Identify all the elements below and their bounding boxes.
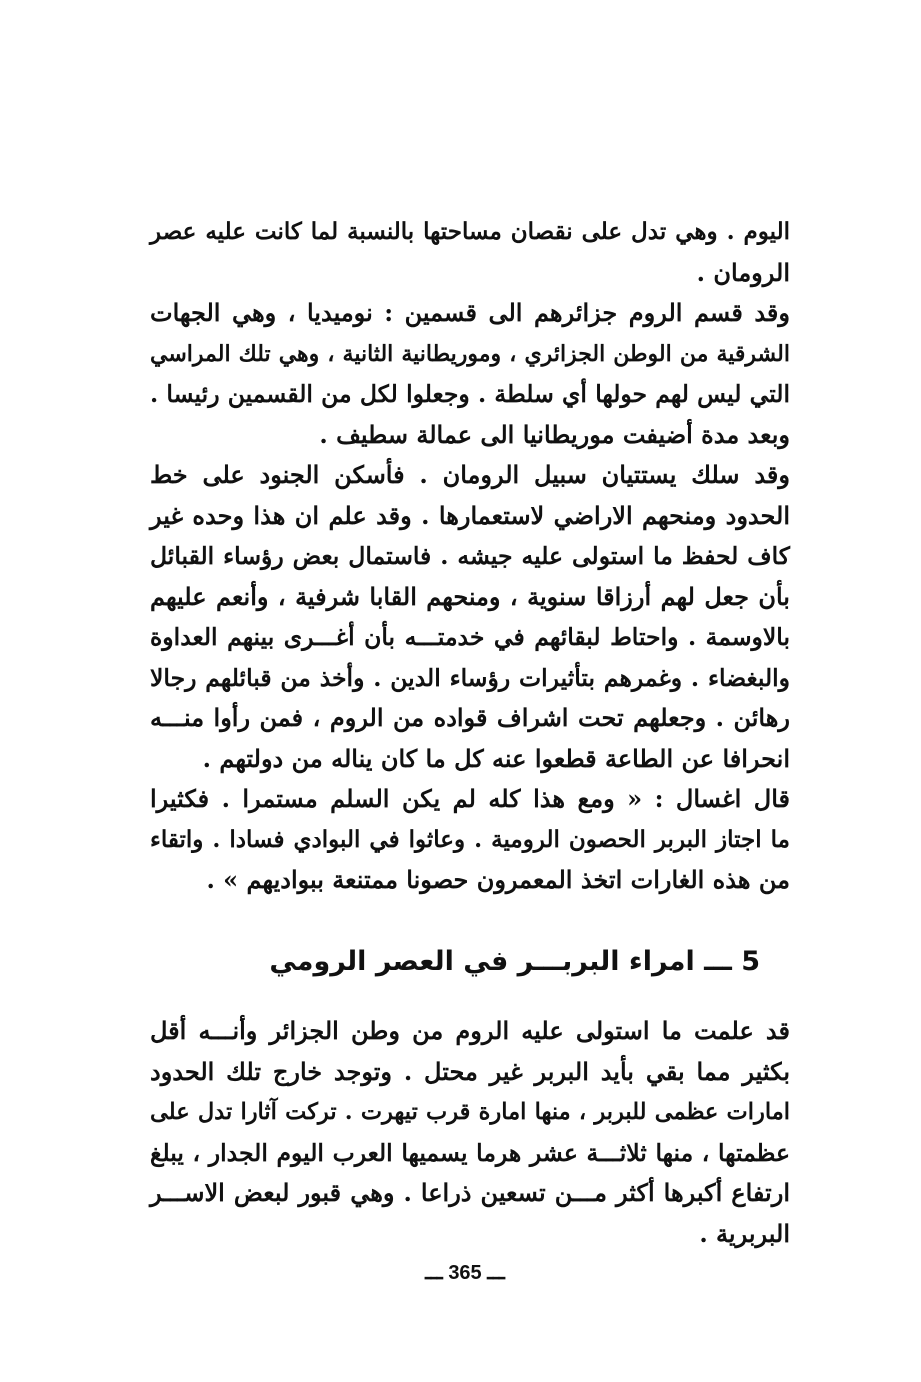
text-line: قال اغسال : « ومع هذا كله لم يكن السلم مستمرا . فكثيرا xyxy=(150,784,790,813)
section-heading: 5 ـــ امراء البربـــر في العصر الرومي xyxy=(269,946,760,977)
text-line: كاف لحفظ ما استولى عليه جيشه . فاستمال بعض رؤساء القبائل xyxy=(150,542,790,570)
text-line: البربرية . xyxy=(699,1218,790,1248)
body-text-top xyxy=(150,212,790,901)
text-line: التي ليس لهم حولها أي سلطة . وجعلوا لكل من القسمين رئيسا . xyxy=(150,380,790,408)
text-line: من هذه الغارات اتخذ المعمرون حصونا ممتنعة ببواديهم » . xyxy=(206,865,790,894)
text-line: ما اجتاز البربر الحصون الرومية . وعاثوا في البوادي فسادا . واتقاء xyxy=(150,825,790,853)
body-text-bottom xyxy=(150,1011,790,1254)
text-line: اليوم . وهي تدل على نقصان مساحتها بالنسبة لما كانت عليه عصر xyxy=(150,218,790,245)
text-line: عظمتها ، منها ثلاثـــة عشر هرما يسميها العرب اليوم الجدار ، يبلغ xyxy=(150,1138,790,1167)
text-line: بكثير مما بقي بأيد البربر غير محتل . وتوجد خارج تلك الحدود xyxy=(150,1056,790,1086)
text-line: والبغضاء . وغمرهم بتأثيرات رؤساء الدين . وأخذ من قبائلهم رجالا xyxy=(150,663,790,692)
page-number: ـــ 365 ـــ xyxy=(425,1262,505,1284)
text-line: بأن جعل لهم أرزاقا سنوية ، ومنحهم القابا شرفية ، وأنعم عليهم xyxy=(150,581,790,611)
text-line: امارات عظمى للبربر ، منها امارة قرب تيهرت . تركت آثارا تدل على xyxy=(150,1099,790,1125)
text-line: وقد سلك يستتيان سبيل الرومان . فأسكن الجنود على خط xyxy=(150,460,790,489)
text-line: وقد قسم الروم جزائرهم الى قسمين : نوميديا ، وهي الجهات xyxy=(150,298,790,327)
text-line: رهائن . وجعلهم تحت اشراف قواده من الروم ، فمن رأوا منـــه xyxy=(150,703,790,732)
text-line: قد علمت ما استولى عليه الروم من وطن الجزائر وأنـــه أقل xyxy=(150,1016,790,1045)
text-line: وبعد مدة أضيفت موريطانيا الى عمالة سطيف . xyxy=(319,419,790,449)
text-line: انحرافا عن الطاعة قطعوا عنه كل ما كان يناله من دولتهم . xyxy=(202,743,790,773)
text-line: الرومان . xyxy=(696,257,790,287)
text-line: بالاوسمة . واحتاط لبقائهم في خدمتـــه بأن أغـــرى بينهم العداوة xyxy=(150,623,790,651)
text-line: الحدود ومنحهم الاراضي لاستعمارها . وقد علم ان هذا وحده غير xyxy=(150,500,790,530)
text-line: الشرقية من الوطن الجزائري ، وموريطانية الثانية ، وهي تلك المراسي xyxy=(150,340,790,367)
text-line: ارتفاع أكبرها أكثر مـــن تسعين ذراعا . وهي قبور لبعض الاســـر xyxy=(150,1178,790,1207)
